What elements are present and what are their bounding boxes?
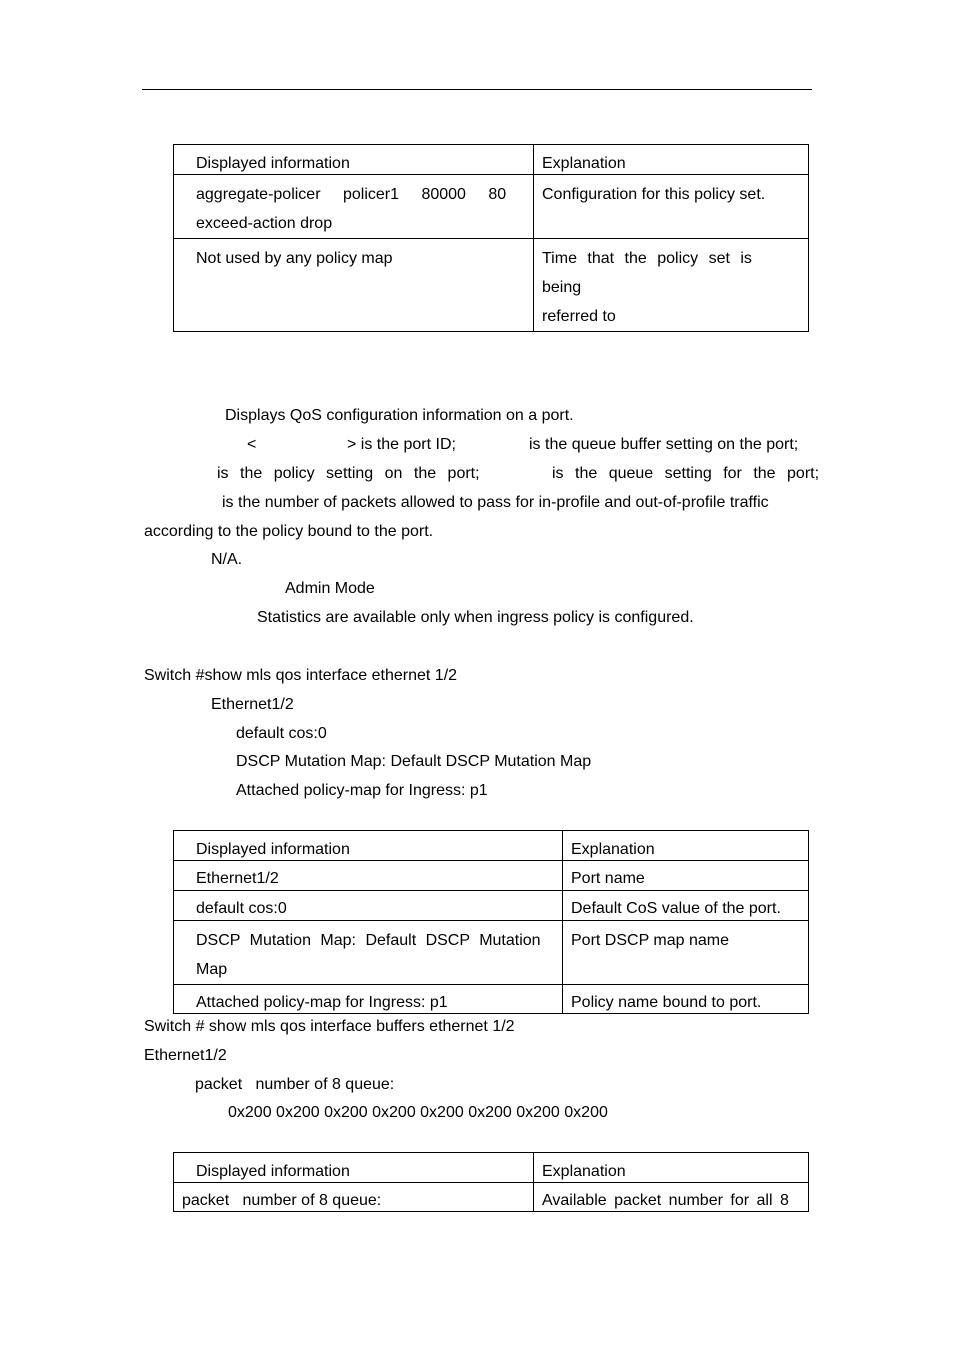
table-cell-explanation: Available packet number for all 8 <box>534 1183 809 1212</box>
example-output-line: packet number of 8 queue: <box>195 1076 395 1093</box>
table-row <box>174 1183 809 1212</box>
table-cell-explanation: Policy name bound to port. <box>563 985 809 1014</box>
table-cell-info <box>174 921 563 985</box>
table-buffers-info <box>173 1152 809 1212</box>
mode-text: Admin Mode <box>285 580 375 597</box>
param-text: is the queue buffer setting on the port; <box>529 436 799 453</box>
cell-line: DSCP Mutation Map: Default DSCP Mutation <box>196 932 541 949</box>
table-header-row <box>174 1153 809 1183</box>
table-header-row <box>174 145 809 175</box>
table-cell-info: packet number of 8 queue: <box>174 1183 534 1212</box>
table-row <box>174 985 809 1014</box>
table-policy-set <box>173 144 809 332</box>
table-cell-info: Not used by any policy map <box>174 239 534 332</box>
table-cell-explanation: Configuration for this policy set. <box>534 175 809 239</box>
cell-line: aggregate-policer policer1 80000 80 <box>196 186 507 203</box>
table-cell-explanation <box>534 239 809 332</box>
example-output-line: 0x200 0x200 0x200 0x200 0x200 0x200 0x200 0x200 <box>228 1104 608 1121</box>
param-text: < <box>247 436 257 453</box>
col-header-displayed-info: Displayed information <box>174 145 534 175</box>
col-header-explanation: Explanation <box>534 145 809 175</box>
cell-line: exceed-action drop <box>196 215 333 232</box>
table-row <box>174 239 809 332</box>
table-cell-explanation: Port DSCP map name <box>563 921 809 985</box>
table-row <box>174 891 809 921</box>
param-text: > is the port ID; <box>347 436 456 453</box>
param-text: is the number of packets allowed to pass for in-profile and out-of-profile traffic <box>222 494 769 511</box>
example-output-line: DSCP Mutation Map: Default DSCP Mutation Map <box>236 753 592 770</box>
cell-line: Time that the policy set is being <box>542 250 752 296</box>
param-text: is the policy setting on the port; <box>217 465 480 482</box>
table-row <box>174 861 809 891</box>
example-output-line: Attached policy-map for Ingress: p1 <box>236 782 488 799</box>
cell-line: referred to <box>542 308 616 325</box>
example-command: Switch # show mls qos interface buffers ethernet 1/2 <box>144 1018 515 1035</box>
header-rule <box>142 89 812 90</box>
col-header-explanation: Explanation <box>563 831 809 861</box>
table-cell-info: default cos:0 <box>174 891 563 921</box>
table-cell-info: Ethernet1/2 <box>174 861 563 891</box>
table-cell-info <box>174 175 534 239</box>
param-text: according to the policy bound to the port. <box>144 523 434 540</box>
table-interface-info <box>173 830 809 1014</box>
function-text: Displays QoS configuration information on a port. <box>225 407 574 424</box>
table-row <box>174 175 809 239</box>
col-header-displayed-info: Displayed information <box>174 831 563 861</box>
table-header-row <box>174 831 809 861</box>
example-output-line: default cos:0 <box>236 725 327 742</box>
default-text: N/A. <box>211 551 243 568</box>
table-row <box>174 921 809 985</box>
example-output-line: Ethernet1/2 <box>211 696 294 713</box>
table-cell-explanation: Default CoS value of the port. <box>563 891 809 921</box>
cell-line: Map <box>196 961 228 978</box>
col-header-displayed-info: Displayed information <box>174 1153 534 1183</box>
example-output-line: Ethernet1/2 <box>144 1047 227 1064</box>
usage-text: Statistics are available only when ingress policy is configured. <box>257 609 694 626</box>
param-text: is the queue setting for the port; <box>552 465 820 482</box>
example-command: Switch #show mls qos interface ethernet 1/2 <box>144 667 458 684</box>
table-cell-explanation: Port name <box>563 861 809 891</box>
col-header-explanation: Explanation <box>534 1153 809 1183</box>
table-cell-info: Attached policy-map for Ingress: p1 <box>174 985 563 1014</box>
